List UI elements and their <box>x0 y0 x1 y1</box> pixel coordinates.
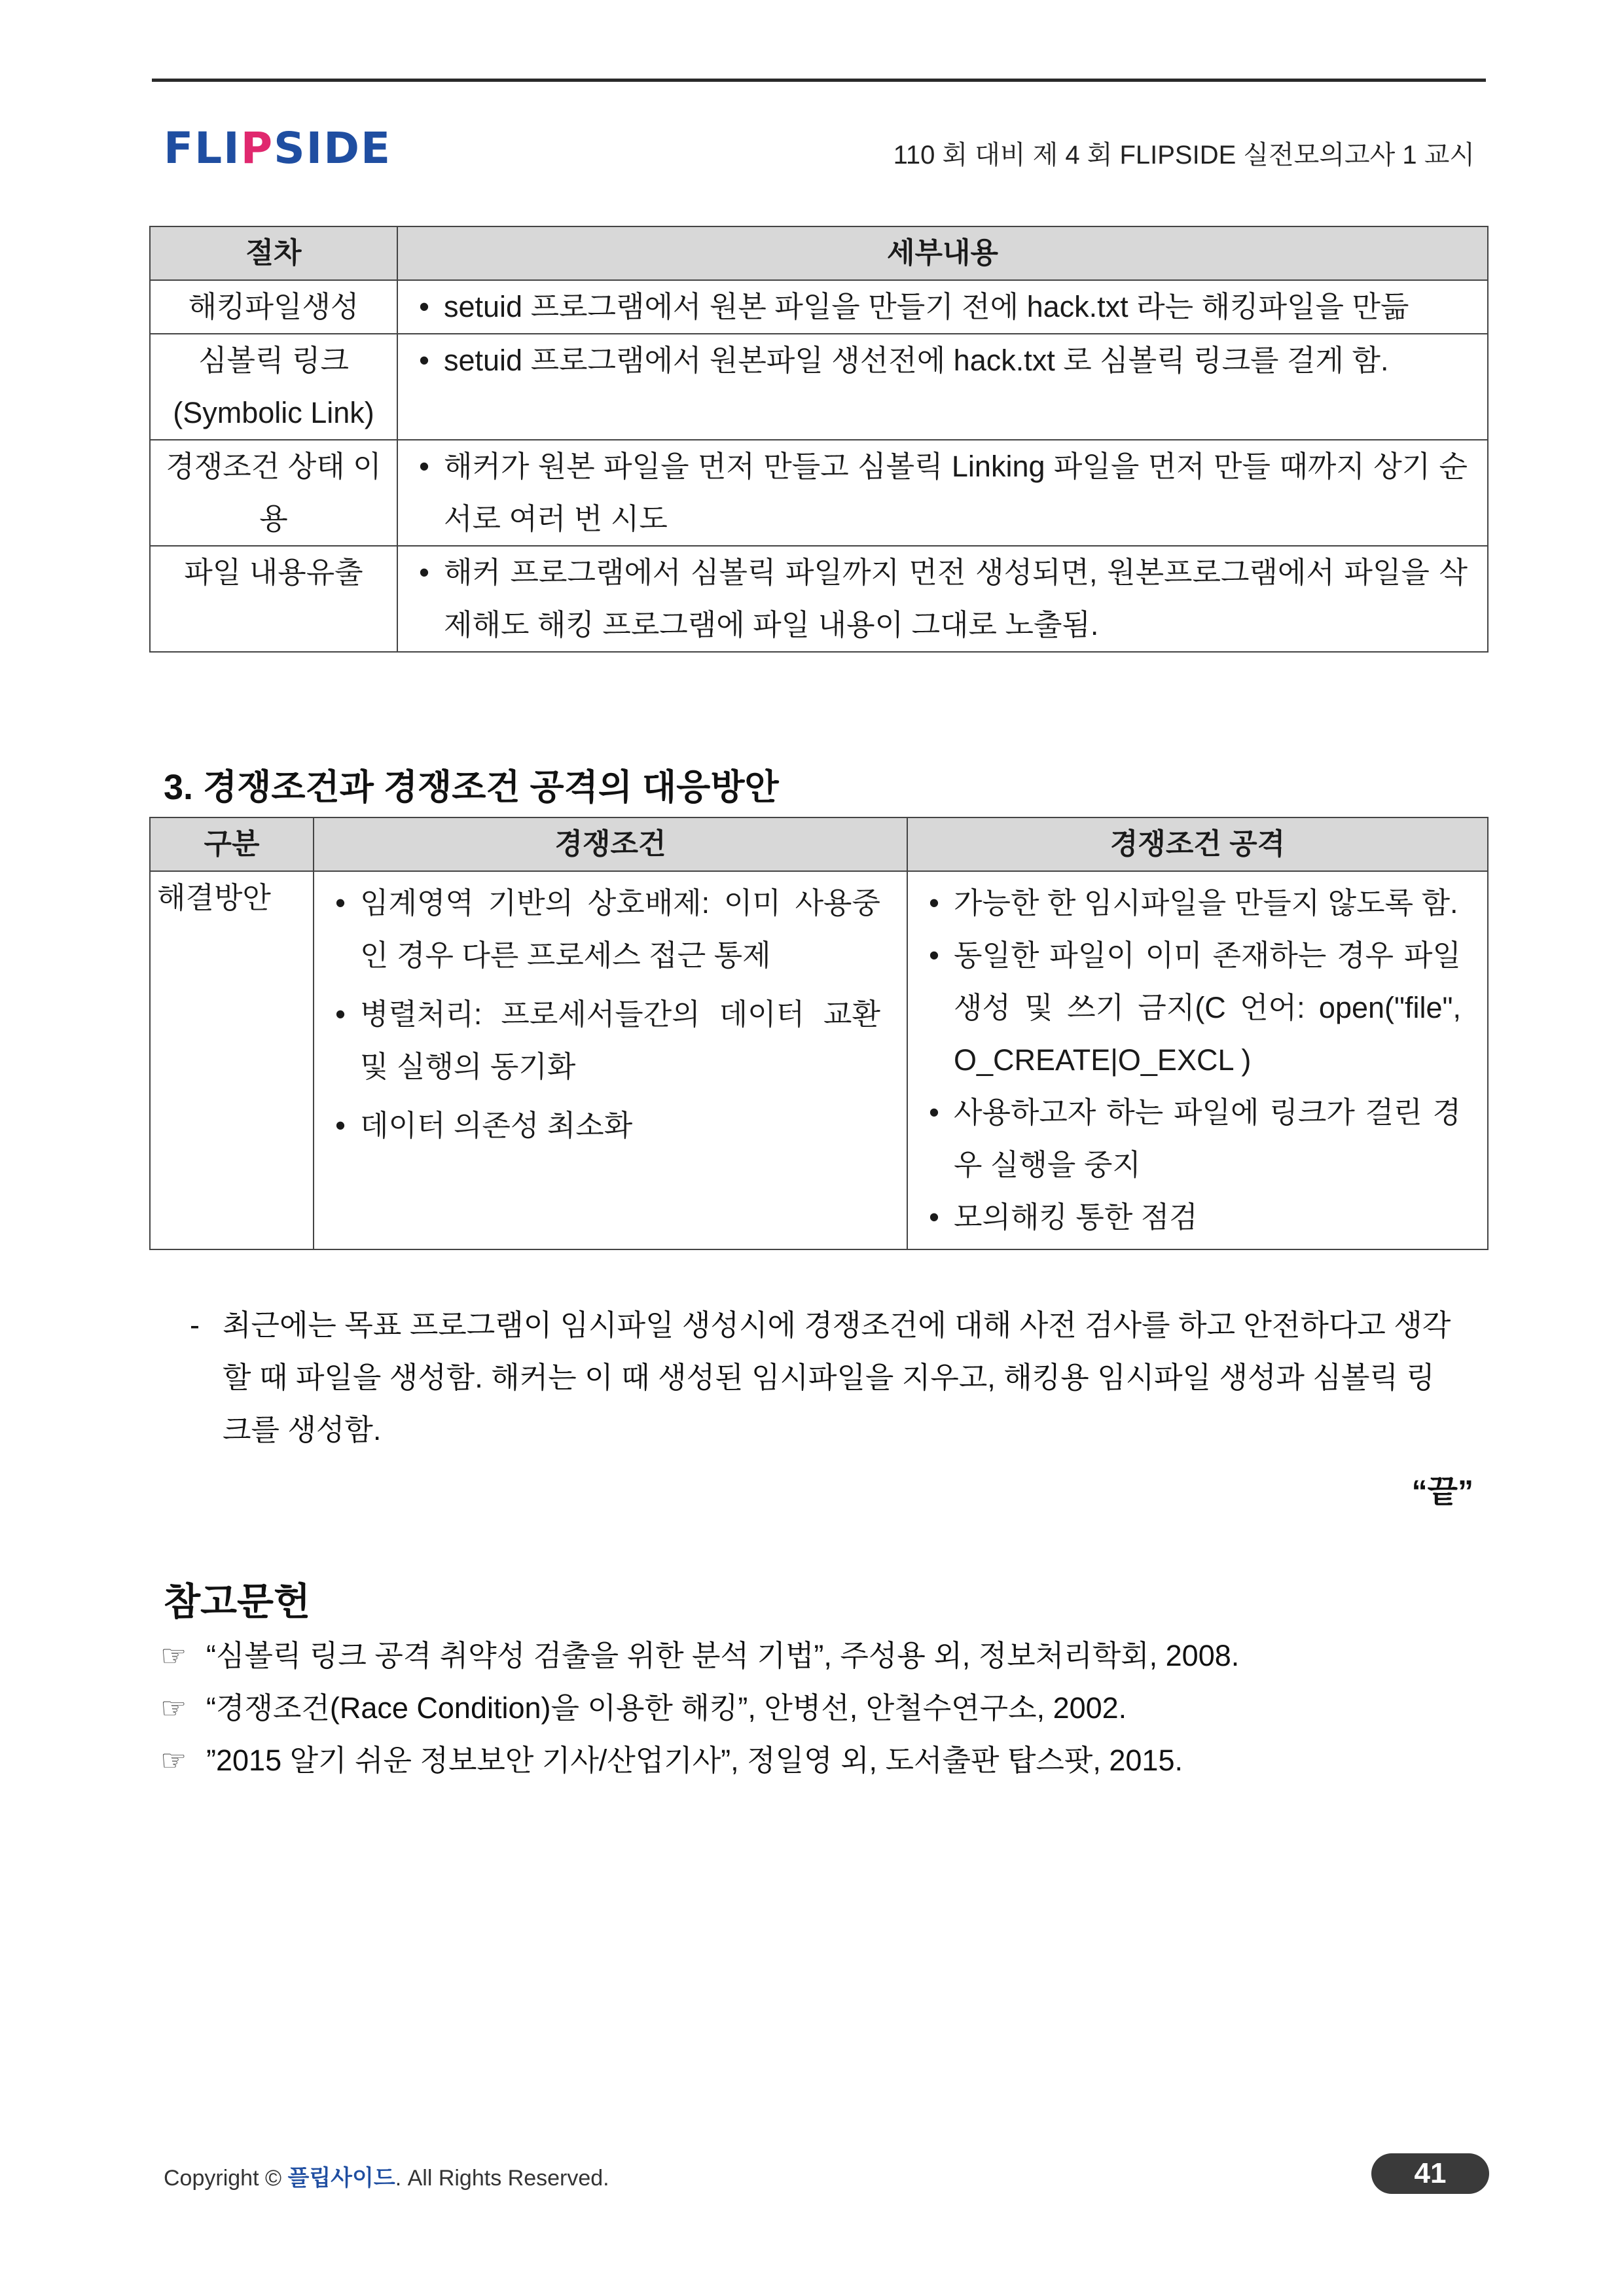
list-item: ☞ ”2015 알기 쉬운 정보보안 기사/산업기사”, 정일영 외, 도서출판 탑스팟, 2015. <box>160 1734 1239 1787</box>
list-item: 동일한 파일이 이미 존재하는 경우 파일 생성 및 쓰기 금지(C 언어: open("file", O_CREATE|O_EXCL ) <box>954 939 1461 1077</box>
table-row <box>150 546 1488 652</box>
list-item: 모의해킹 통한 점검 <box>954 1200 1198 1234</box>
table-header-detail: 세부내용 <box>397 226 1488 280</box>
note-paragraph <box>190 1299 1460 1456</box>
list-item: 가능한 한 임시파일을 만들지 않도록 함. <box>954 886 1458 920</box>
list-item: 병렬처리: 프로세서들간의 데이터 교환 및 실행의 동기화 <box>360 997 880 1083</box>
header-subtitle: 110 회 대비 제 4 회 FLIPSIDE 실전모의고사 1 교시 <box>893 141 1475 170</box>
logo-letter: P <box>240 123 274 173</box>
table-row <box>150 871 1488 1249</box>
bullet-icon: • <box>335 997 346 1031</box>
section-title: 3. 경쟁조건과 경쟁조건 공격의 대응방안 <box>164 768 779 807</box>
detail-text: 해커가 원본 파일을 먼저 만들고 심볼릭 Linking 파일을 먼저 만들 때까지 상기 순서로 여러 번 시도 <box>444 450 1468 535</box>
bullet-icon: • <box>929 1096 939 1129</box>
detail-text: 해커 프로그램에서 심볼릭 파일까지 먼전 생성되면, 원본프로그램에서 파일을 삭제해도 해킹 프로그램에 파일 내용이 그대로 노출됨. <box>444 556 1468 641</box>
table-header-procedure: 절차 <box>150 226 397 280</box>
logo-letter: F <box>164 123 195 173</box>
race-attack-cell <box>907 871 1488 1249</box>
bullet-icon: • <box>419 556 429 589</box>
procedure-cell: 해킹파일생성 <box>150 280 397 334</box>
table-row <box>150 280 1488 334</box>
bullet-icon: • <box>335 886 346 920</box>
procedure-cell: 경쟁조건 상태 이용 <box>150 440 397 546</box>
pointing-hand-icon: ☞ <box>160 1744 187 1777</box>
end-mark: “끝” <box>1411 1475 1473 1509</box>
category-cell: 해결방안 <box>150 871 314 1249</box>
page-number-badge: 41 <box>1371 2153 1489 2194</box>
bullet-icon: • <box>929 939 939 972</box>
logo-letter: D <box>323 123 361 173</box>
table-header-race-attack: 경쟁조건 공격 <box>907 817 1488 871</box>
pointing-hand-icon: ☞ <box>160 1691 187 1725</box>
list-item: ☞ “경쟁조건(Race Condition)을 이용한 해킹”, 안병선, 안철수연구소, 2002. <box>160 1682 1239 1734</box>
dash-icon: - <box>190 1308 200 1342</box>
procedure-cell: 파일 내용유출 <box>150 546 397 652</box>
list-item: ☞ “심볼릭 링크 공격 취약성 검출을 위한 분석 기법”, 주성용 외, 정보처리학회, 2008. <box>160 1630 1239 1682</box>
logo-letter: E <box>361 123 392 173</box>
bullet-icon: • <box>419 344 429 377</box>
list-item: 데이터 의존성 최소화 <box>360 1109 633 1142</box>
bullet-icon: • <box>929 1200 939 1234</box>
logo-letter: S <box>274 123 306 173</box>
table-row <box>150 334 1488 440</box>
footer-copyright: Copyright © 플립사이드. All Rights Reserved. <box>164 2166 609 2191</box>
table-header-category: 구분 <box>150 817 314 871</box>
detail-text: setuid 프로그램에서 원본파일 생선전에 hack.txt 로 심볼릭 링크를 걸게 함. <box>444 344 1389 377</box>
procedure-cell: 심볼릭 링크 (Symbolic Link) <box>150 334 397 440</box>
table-header-race-condition: 경쟁조건 <box>314 817 907 871</box>
note-text: 최근에는 목표 프로그램이 임시파일 생성시에 경쟁조건에 대해 사전 검사를 하고 안전하다고 생각할 때 파일을 생성함. 해커는 이 때 생성된 임시파일을 지우고, 해킹용 임시파일 생성과 심볼릭 링크를 생성함. <box>223 1308 1451 1446</box>
references-title: 참고문헌 <box>164 1581 311 1623</box>
table-row <box>150 440 1488 546</box>
list-item: 사용하고자 하는 파일에 링크가 걸린 경우 실행을 중지 <box>954 1096 1461 1181</box>
bullet-icon: • <box>419 450 429 483</box>
pointing-hand-icon: ☞ <box>160 1639 187 1672</box>
procedure-table <box>149 226 1489 653</box>
footer-brand: 플립사이드 <box>287 2166 395 2191</box>
logo-letter: I <box>223 123 241 173</box>
logo-letter: I <box>306 123 324 173</box>
bullet-icon: • <box>419 290 429 323</box>
references-list <box>160 1630 1239 1787</box>
countermeasure-table <box>149 817 1489 1250</box>
logo-letter: L <box>194 123 224 173</box>
bullet-icon: • <box>929 886 939 920</box>
bullet-icon: • <box>335 1109 346 1142</box>
header-rule <box>152 79 1486 82</box>
flipside-logo <box>164 123 392 173</box>
race-condition-cell <box>314 871 907 1249</box>
list-item: 임계영역 기반의 상호배제: 이미 사용중인 경우 다른 프로세스 접근 통제 <box>360 886 880 972</box>
detail-text: setuid 프로그램에서 원본 파일을 만들기 전에 hack.txt 라는 해킹파일을 만듦 <box>444 290 1409 323</box>
